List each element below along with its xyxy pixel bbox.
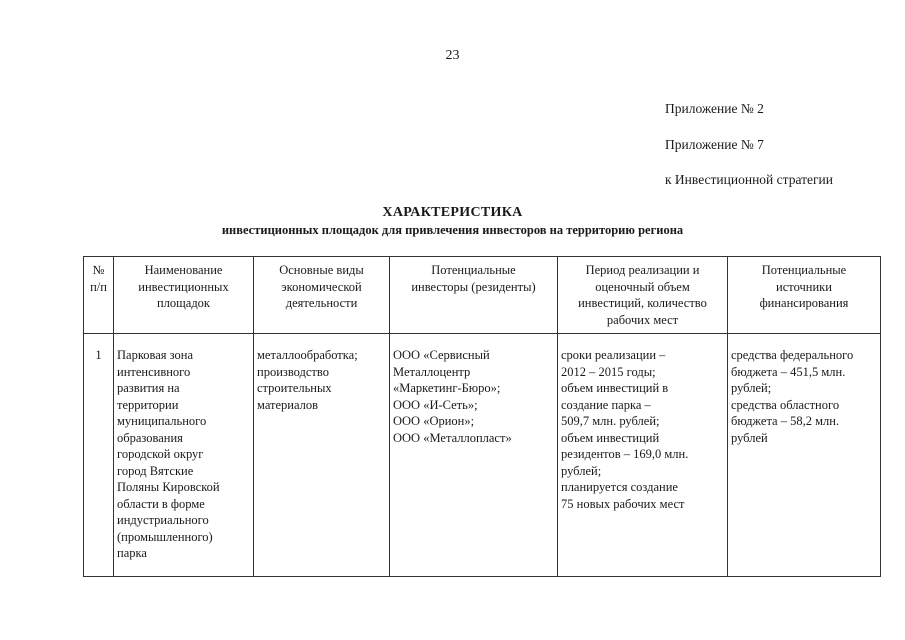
cell-line: средства федерального (731, 348, 854, 362)
cell-line: Металлоцентр (393, 364, 471, 379)
cell-line: «Маркетинг-Бюро»; (393, 381, 501, 395)
cell-line: рублей; (561, 463, 602, 478)
cell-line: Парковая зона (117, 348, 194, 362)
header-site-name (114, 257, 254, 334)
page-number: 23 (445, 48, 460, 63)
cell-line: Поляны Кировской (117, 480, 220, 494)
cell-number (84, 334, 114, 577)
cell-line: Основные виды (279, 263, 364, 277)
cell-investors (390, 334, 558, 577)
cell-line: планируется создание (561, 480, 678, 494)
cell-line: муниципального (117, 414, 207, 428)
cell-line: 2012 – 2015 годы; (561, 364, 656, 379)
cell-line: инвестиционных (138, 279, 229, 294)
cell-line: бюджета – 451,5 млн. (731, 364, 846, 379)
cell-line: развития на (117, 381, 180, 395)
cell-line: ООО «Сервисный (393, 348, 490, 362)
cell-line: образования (117, 430, 183, 445)
cell-line: п/п (90, 279, 107, 294)
cell-line: Период реализации и (585, 263, 700, 277)
cell-line: инвестиций, количество (578, 296, 707, 310)
cell-line: Потенциальные (431, 263, 516, 277)
header-investors (390, 257, 558, 334)
cell-line: рабочих мест (606, 312, 679, 327)
cell-line: материалов (257, 397, 319, 412)
cell-line: инвесторы (резиденты) (411, 279, 536, 294)
cell-line: оценочный объем (595, 279, 690, 294)
cell-line: Наименование (144, 263, 223, 277)
cell-line: индустриального (117, 513, 209, 527)
cell-line: интенсивного (117, 364, 191, 379)
cell-line: строительных (257, 381, 332, 395)
cell-line: площадок (156, 296, 211, 310)
cell-line: объем инвестиций в (561, 381, 669, 395)
cell-line: создание парка – (561, 397, 651, 412)
cell-line: области в форме (117, 496, 205, 511)
cell-line: парка (117, 546, 147, 560)
cell-line: сроки реализации – (561, 348, 666, 362)
cell-line: финансирования (759, 296, 849, 310)
header-period (558, 257, 728, 334)
appendix-line-1: Приложение № 2 (665, 101, 764, 116)
header-number (84, 257, 114, 334)
table-header-row (84, 257, 881, 334)
cell-line: ООО «Металлопласт» (393, 430, 512, 445)
cell-line: экономической (281, 279, 362, 294)
appendix-line-2: Приложение № 7 (665, 137, 764, 152)
cell-line: (промышленного) (117, 529, 213, 544)
cell-line: городской округ (117, 447, 204, 461)
cell-line: 75 новых рабочих мест (561, 496, 685, 511)
cell-line: источники (776, 279, 832, 294)
cell-line: 1 (95, 348, 102, 362)
cell-line: объем инвестиций (561, 430, 660, 445)
cell-line: деятельности (285, 296, 358, 310)
cell-line: производство (257, 364, 329, 379)
cell-period (558, 334, 728, 577)
cell-line: рублей; (731, 381, 772, 395)
cell-line: рублей (731, 430, 768, 445)
cell-line: территории (117, 397, 179, 412)
cell-line: 509,7 млн. рублей; (561, 414, 660, 428)
header-activity (254, 257, 390, 334)
cell-activity (254, 334, 390, 577)
cell-line: бюджета – 58,2 млн. (731, 414, 840, 428)
cell-line: средства областного (731, 397, 840, 412)
table-row (84, 334, 881, 577)
cell-line: город Вятские (117, 463, 194, 478)
cell-funding (728, 334, 881, 577)
appendix-line-3: к Инвестиционной стратегии (665, 172, 833, 187)
cell-line: резидентов – 169,0 млн. (561, 447, 689, 461)
cell-site-name (114, 334, 254, 577)
cell-line: ООО «И-Сеть»; (393, 397, 478, 412)
cell-line: Потенциальные (761, 263, 847, 277)
document-title: ХАРАКТЕРИСТИКА (382, 205, 523, 220)
cell-line: металлообработка; (257, 348, 358, 362)
header-funding (728, 257, 881, 334)
cell-line: ООО «Орион»; (393, 414, 475, 428)
document-subtitle: инвестиционных площадок для привлечения инвесторов на территорию региона (221, 223, 684, 237)
investment-sites-table (83, 256, 881, 577)
cell-line: № (92, 263, 105, 277)
